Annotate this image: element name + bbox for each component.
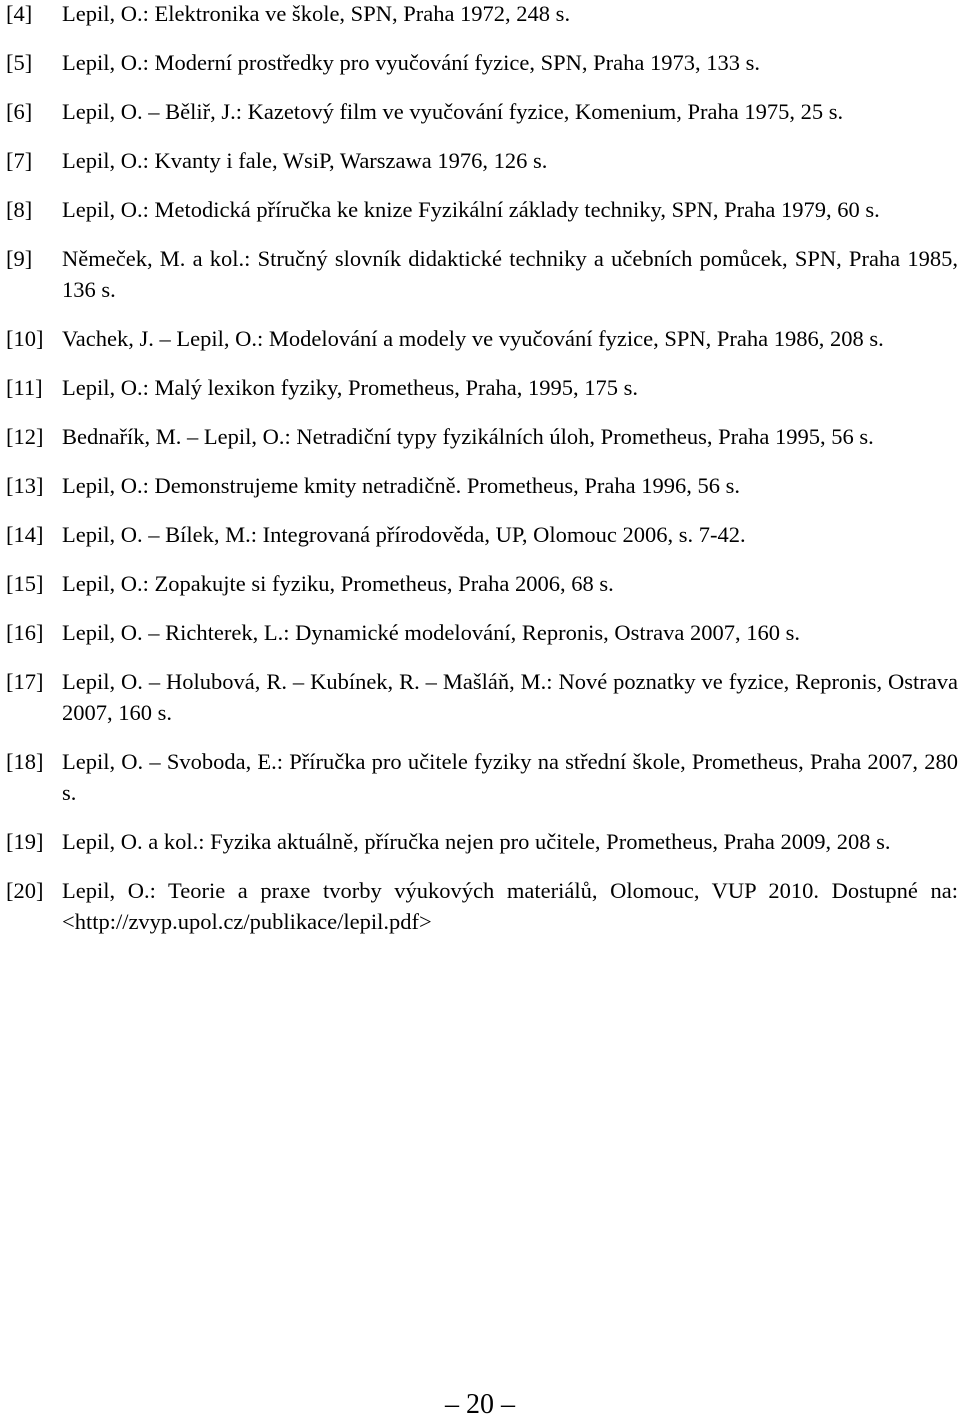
reference-item xyxy=(6,0,958,29)
reference-number: [13] xyxy=(6,473,44,498)
reference-item xyxy=(6,617,958,648)
reference-number: [4] xyxy=(6,1,33,26)
reference-item xyxy=(6,372,958,403)
reference-number: [19] xyxy=(6,829,44,854)
reference-item xyxy=(6,243,958,305)
reference-text: Lepil, O.: Malý lexikon fyziky, Prometheus, Praha, 1995, 175 s. xyxy=(62,375,638,400)
reference-number: [14] xyxy=(6,522,44,547)
reference-item xyxy=(6,194,958,225)
reference-item xyxy=(6,323,958,354)
reference-number: [17] xyxy=(6,669,44,694)
reference-text: Lepil, O.: Kvanty i fale, WsiP, Warszawa 1976, 126 s. xyxy=(62,148,548,173)
reference-text: Lepil, O. – Běliř, J.: Kazetový film ve vyučování fyzice, Komenium, Praha 1975, 25 s. xyxy=(62,99,844,124)
reference-text: Lepil, O.: Elektronika ve škole, SPN, Praha 1972, 248 s. xyxy=(62,1,571,26)
reference-text: Lepil, O.: Demonstrujeme kmity netradičně. Prometheus, Praha 1996, 56 s. xyxy=(62,473,740,498)
reference-text: Lepil, O. a kol.: Fyzika aktuálně, příručka nejen pro učitele, Prometheus, Praha 2009, 208 s. xyxy=(62,829,891,854)
reference-number: [20] xyxy=(6,878,44,903)
reference-item xyxy=(6,470,958,501)
reference-text: Němeček, M. a kol.: Stručný slovník didaktické techniky a učebních pomůcek, SPN, Praha 1985, 136 s. xyxy=(62,246,958,302)
reference-item xyxy=(6,666,958,728)
reference-item xyxy=(6,96,958,127)
reference-text: Lepil, O.: Moderní prostředky pro vyučování fyzice, SPN, Praha 1973, 133 s. xyxy=(62,50,761,75)
reference-number: [8] xyxy=(6,197,33,222)
reference-number: [16] xyxy=(6,620,44,645)
reference-text: Bednařík, M. – Lepil, O.: Netradiční typy fyzikálních úloh, Prometheus, Praha 1995, 56 s. xyxy=(62,424,874,449)
reference-number: [9] xyxy=(6,246,33,271)
reference-number: [15] xyxy=(6,571,44,596)
reference-number: [12] xyxy=(6,424,44,449)
reference-item xyxy=(6,47,958,78)
reference-text: Lepil, O. – Bílek, M.: Integrovaná přírodověda, UP, Olomouc 2006, s. 7-42. xyxy=(62,522,746,547)
reference-text: Lepil, O. – Svoboda, E.: Příručka pro učitele fyziky na střední škole, Prometheus, Praha 2007, 280 s. xyxy=(62,749,958,805)
reference-number: [6] xyxy=(6,99,33,124)
reference-text: Lepil, O. – Holubová, R. – Kubínek, R. – Mašláň, M.: Nové poznatky ve fyzice, Repronis, Ostrava 2007, 160 s. xyxy=(62,669,958,725)
reference-number: [11] xyxy=(6,375,43,400)
reference-item xyxy=(6,519,958,550)
page-number: – 20 – xyxy=(445,1389,515,1420)
reference-number: [5] xyxy=(6,50,33,75)
reference-item xyxy=(6,826,958,857)
reference-item xyxy=(6,746,958,808)
reference-item xyxy=(6,875,958,937)
reference-item xyxy=(6,421,958,452)
reference-text: Lepil, O.: Zopakujte si fyziku, Prometheus, Praha 2006, 68 s. xyxy=(62,571,614,596)
reference-number: [18] xyxy=(6,749,44,774)
reference-number: [7] xyxy=(6,148,33,173)
reference-text: Lepil, O. – Richterek, L.: Dynamické modelování, Repronis, Ostrava 2007, 160 s. xyxy=(62,620,800,645)
reference-text: Lepil, O.: Teorie a praxe tvorby výukových materiálů, Olomouc, VUP 2010. Dostupné na: <http://zvyp.upol.cz/publikace/lepil.pdf> xyxy=(62,878,958,934)
reference-item xyxy=(6,568,958,599)
reference-item xyxy=(6,145,958,176)
reference-number: [10] xyxy=(6,326,44,351)
reference-text: Lepil, O.: Metodická příručka ke knize Fyzikální základy techniky, SPN, Praha 1979, 60 s. xyxy=(62,197,880,222)
reference-text: Vachek, J. – Lepil, O.: Modelování a modely ve vyučování fyzice, SPN, Praha 1986, 208 s. xyxy=(62,326,884,351)
reference-list xyxy=(6,0,958,937)
